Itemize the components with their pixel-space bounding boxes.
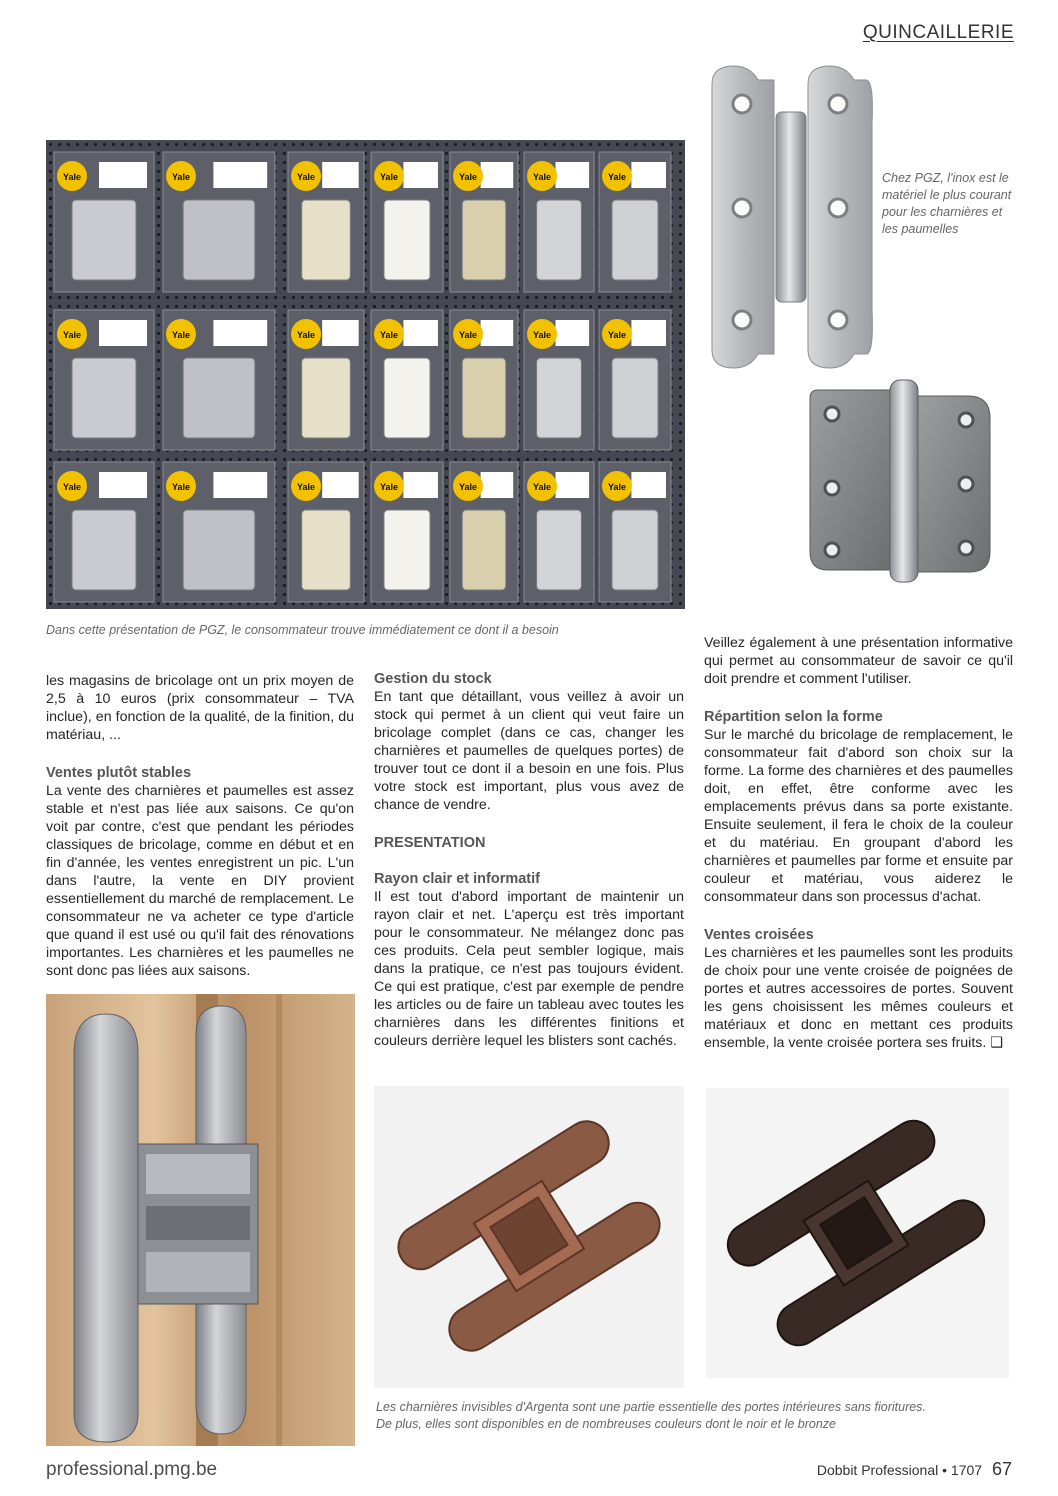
svg-text:Yale: Yale — [296, 482, 316, 492]
col1-paragraph: La vente des charnières et paumelles est assez stable et n'est pas liée aux saisons. Ce qu'on voit par contre, c'est que pendant les périodes classiques de bricolage, comme en début et en fin d'année, les ventes enregistrent un pic. L'un dans l'autre, la vente en DIY provient essentiellement du marché de remplacement. Le consommateur ne va acheter ce type d'article que quand il est usé ou qu'il fait des rénovations importantes. Les charnières et les paumelles ne sont donc pas liées aux saisons. — [46, 783, 354, 979]
svg-text:Yale: Yale — [532, 482, 552, 492]
col2-heading-rayon: Rayon clair et informatif — [374, 871, 540, 887]
blister-pack — [524, 152, 594, 292]
col3-paragraph-croisees: Les charnières et les paumelles sont les produits de choix pour une vente croisée de poignées de portes et autres accessoires de portes. Souvent les gens choisissent les mêmes couleurs et matériaux et donc en mettant ces produits ensemble, la vente croisée portera ses fruits. ❑ — [704, 945, 1013, 1051]
pegboard-display — [46, 140, 685, 609]
bronze-hinge-photo — [374, 1086, 684, 1388]
svg-text:Yale: Yale — [296, 172, 316, 182]
column-1 — [46, 672, 354, 980]
blister-pack — [371, 462, 443, 602]
blister-pack — [288, 462, 364, 602]
stainless-hinge-image — [806, 376, 996, 586]
blister-pack — [288, 310, 364, 450]
black-hinge-photo — [706, 1088, 1009, 1378]
svg-text:Yale: Yale — [458, 330, 478, 340]
blister-pack — [371, 310, 443, 450]
svg-text:Yale: Yale — [171, 330, 191, 340]
svg-text:Yale: Yale — [171, 482, 191, 492]
argenta-caption-line-2: De plus, elles sont disponibles en de nombreuses couleurs dont le noir et le bronze — [376, 1417, 836, 1431]
blister-pack — [54, 462, 154, 602]
col1-intro: les magasins de bricolage ont un prix moyen de 2,5 à 10 euros (prix consommateur – TVA inclue), en fonction de la qualité, de la finition, du matériau, ... — [46, 673, 354, 743]
blister-pack — [163, 462, 275, 602]
svg-text:Yale: Yale — [458, 172, 478, 182]
svg-text:Yale: Yale — [532, 330, 552, 340]
svg-text:Yale: Yale — [379, 482, 399, 492]
col1-heading-ventes: Ventes plutôt stables — [46, 765, 192, 781]
steel-hinge-image — [706, 64, 876, 369]
blister-pack — [450, 310, 518, 450]
argenta-caption-line-1: Les charnières invisibles d'Argenta sont une partie essentielle des portes intérieures sans fioritures. — [376, 1400, 926, 1414]
door-hinge-photo — [46, 994, 355, 1446]
blister-pack — [163, 152, 275, 292]
page-number: 67 — [991, 1459, 1012, 1479]
blister-pack — [54, 152, 154, 292]
section-tag: QUINCAILLERIE — [862, 22, 1014, 43]
svg-text:Yale: Yale — [607, 330, 627, 340]
footer-magazine: Dobbit Professional • 1707 — [816, 1462, 983, 1478]
col2-paragraph-stock: En tant que détaillant, vous veillez à avoir un stock qui permet à un client qui veut faire un bricolage complet (dans ce cas, changer les charnières et paumelles de quelques portes) de trouver tout ce dont il a besoin en une fois. Plus votre stock est important, plus vous avez de chance de vendre. — [374, 689, 684, 813]
blister-pack — [371, 152, 443, 292]
blister-pack — [524, 310, 594, 450]
col3-heading-croisees: Ventes croisées — [704, 927, 814, 943]
svg-text:Yale: Yale — [532, 172, 552, 182]
svg-text:Yale: Yale — [607, 482, 627, 492]
svg-text:Yale: Yale — [379, 172, 399, 182]
svg-text:Yale: Yale — [296, 330, 316, 340]
blister-pack — [524, 462, 594, 602]
col2-heading-stock: Gestion du stock — [374, 671, 492, 687]
argenta-caption — [376, 1399, 1016, 1433]
svg-text:Yale: Yale — [171, 172, 191, 182]
footer-publication — [817, 1459, 1012, 1480]
inox-caption: Chez PGZ, l'inox est le matériel le plus courant pour les charnières et les paumelles — [882, 171, 1012, 236]
svg-text:Yale: Yale — [62, 330, 82, 340]
col2-heading-presentation: PRESENTATION — [374, 835, 486, 851]
blister-pack — [54, 310, 154, 450]
blister-pack — [599, 310, 671, 450]
blister-pack — [288, 152, 364, 292]
column-2 — [374, 670, 684, 1050]
col2-paragraph-rayon: Il est tout d'abord important de maintenir un rayon clair et net. L'aperçu est très important pour le consommateur. Ne mélangez donc pas ces produits. Cela peut sembler logique, mais dans la pratique, ce n'est pas toujours évident. Ce qui est pratique, c'est par exemple de pendre les articles ou de faire un tableau avec toutes les charnières dans les différentes finitions et couleurs derrière lequel les blisters sont cachés. — [374, 889, 684, 1049]
blister-pack — [599, 462, 671, 602]
col3-heading-forme: Répartition selon la forme — [704, 709, 883, 725]
svg-text:Yale: Yale — [379, 330, 399, 340]
blister-pack — [599, 152, 671, 292]
col3-paragraph-forme: Sur le marché du bricolage de remplacement, le consommateur fait d'abord son choix sur la forme. La forme des charnières et des paumelles doit, en effet, être conforme avec les emplacements prévus dans sa porte existante. Ensuite seulement, il fera le choix de la couleur et du matériau. En groupant d'abord les charnières et paumelles par forme et ensuite par couleur et matériau, vous aiderez le consommateur dans son processus d'achat. — [704, 727, 1013, 905]
display-caption: Dans cette présentation de PGZ, le consommateur trouve immédiatement ce dont il a besoin — [46, 623, 559, 637]
display-photo — [46, 140, 685, 609]
footer-website[interactable]: professional.pmg.be — [46, 1459, 218, 1480]
svg-text:Yale: Yale — [458, 482, 478, 492]
col3-intro: Veillez également à une présentation informative qui permet au consommateur de savoir ce qu'il doit prendre et comment l'utiliser. — [704, 635, 1013, 687]
svg-text:Yale: Yale — [62, 482, 82, 492]
blister-pack — [450, 152, 518, 292]
blister-pack — [163, 310, 275, 450]
svg-text:Yale: Yale — [607, 172, 627, 182]
svg-text:Yale: Yale — [62, 172, 82, 182]
column-3 — [704, 634, 1013, 1052]
blister-pack — [450, 462, 518, 602]
